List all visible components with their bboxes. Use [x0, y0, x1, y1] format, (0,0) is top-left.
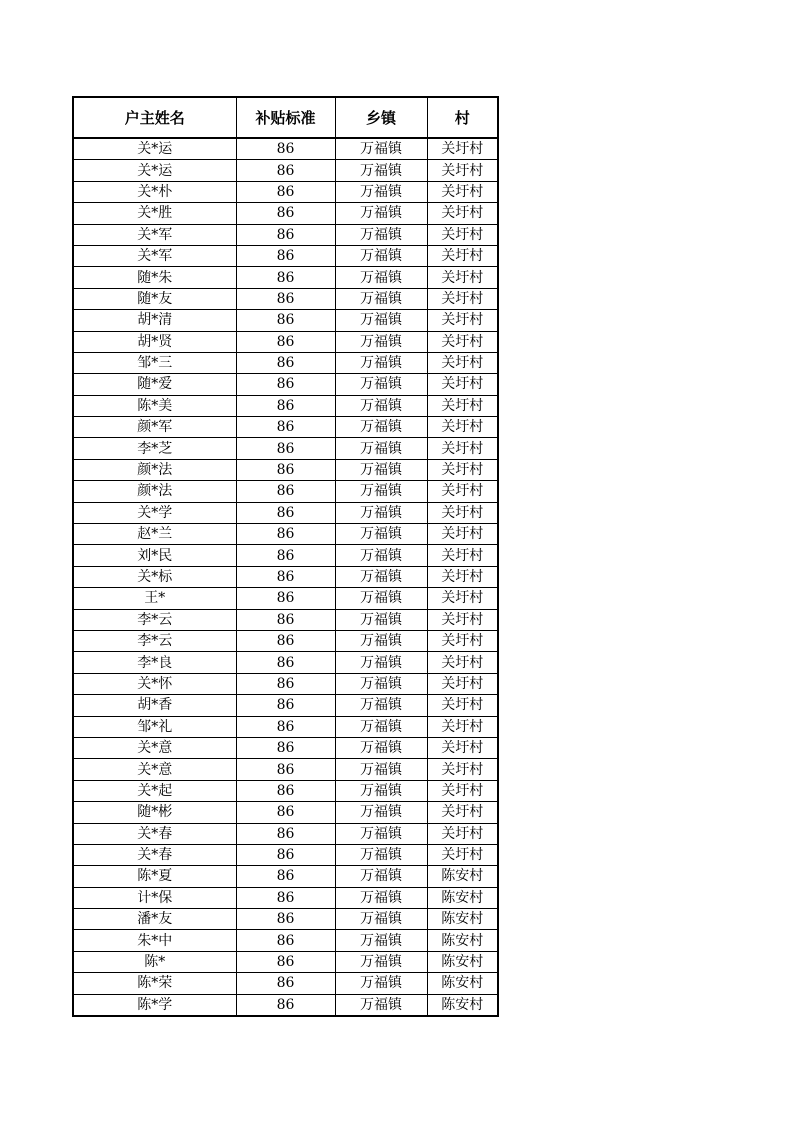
cell-village: 关圩村 — [427, 224, 498, 245]
table-row — [73, 930, 498, 951]
cell-household-name: 关*意 — [73, 737, 236, 758]
table-row — [73, 737, 498, 758]
table-row — [73, 245, 498, 266]
cell-household-name: 关*运 — [73, 160, 236, 181]
table-row — [73, 481, 498, 502]
cell-town: 万福镇 — [335, 395, 427, 416]
table-row — [73, 951, 498, 972]
table-row — [73, 630, 498, 651]
cell-subsidy-standard: 86 — [236, 930, 335, 951]
cell-town: 万福镇 — [335, 267, 427, 288]
cell-village: 关圩村 — [427, 310, 498, 331]
cell-household-name: 随*朱 — [73, 267, 236, 288]
cell-village: 关圩村 — [427, 138, 498, 160]
table-row — [73, 887, 498, 908]
cell-subsidy-standard: 86 — [236, 866, 335, 887]
cell-town: 万福镇 — [335, 545, 427, 566]
table-row — [73, 138, 498, 160]
cell-household-name: 邹*三 — [73, 352, 236, 373]
cell-subsidy-standard: 86 — [236, 417, 335, 438]
cell-village: 关圩村 — [427, 417, 498, 438]
cell-subsidy-standard: 86 — [236, 224, 335, 245]
table-row — [73, 759, 498, 780]
table-row — [73, 866, 498, 887]
cell-town: 万福镇 — [335, 844, 427, 865]
cell-household-name: 随*爱 — [73, 374, 236, 395]
cell-subsidy-standard: 86 — [236, 331, 335, 352]
cell-town: 万福镇 — [335, 224, 427, 245]
cell-household-name: 关*胜 — [73, 203, 236, 224]
cell-subsidy-standard: 86 — [236, 459, 335, 480]
cell-subsidy-standard: 86 — [236, 267, 335, 288]
cell-subsidy-standard: 86 — [236, 802, 335, 823]
table-row — [73, 438, 498, 459]
cell-town: 万福镇 — [335, 866, 427, 887]
header-subsidy-standard: 补贴标准 — [236, 97, 335, 138]
cell-subsidy-standard: 86 — [236, 695, 335, 716]
cell-subsidy-standard: 86 — [236, 566, 335, 587]
cell-household-name: 关*朴 — [73, 181, 236, 202]
cell-subsidy-standard: 86 — [236, 673, 335, 694]
cell-village: 关圩村 — [427, 267, 498, 288]
cell-household-name: 陈*荣 — [73, 973, 236, 994]
cell-household-name: 关*起 — [73, 780, 236, 801]
cell-household-name: 李*良 — [73, 652, 236, 673]
cell-subsidy-standard: 86 — [236, 310, 335, 331]
table-row — [73, 545, 498, 566]
cell-town: 万福镇 — [335, 951, 427, 972]
cell-town: 万福镇 — [335, 652, 427, 673]
cell-subsidy-standard: 86 — [236, 630, 335, 651]
cell-village: 关圩村 — [427, 695, 498, 716]
table-row — [73, 288, 498, 309]
cell-household-name: 陈* — [73, 951, 236, 972]
cell-household-name: 陈*学 — [73, 994, 236, 1016]
cell-household-name: 陈*美 — [73, 395, 236, 416]
cell-town: 万福镇 — [335, 887, 427, 908]
cell-village: 关圩村 — [427, 288, 498, 309]
cell-town: 万福镇 — [335, 695, 427, 716]
cell-town: 万福镇 — [335, 802, 427, 823]
cell-village: 关圩村 — [427, 395, 498, 416]
cell-household-name: 关*春 — [73, 844, 236, 865]
cell-town: 万福镇 — [335, 630, 427, 651]
cell-subsidy-standard: 86 — [236, 138, 335, 160]
cell-subsidy-standard: 86 — [236, 245, 335, 266]
cell-household-name: 李*芝 — [73, 438, 236, 459]
cell-subsidy-standard: 86 — [236, 737, 335, 758]
cell-town: 万福镇 — [335, 566, 427, 587]
table-row — [73, 673, 498, 694]
cell-subsidy-standard: 86 — [236, 181, 335, 202]
cell-subsidy-standard: 86 — [236, 502, 335, 523]
cell-town: 万福镇 — [335, 160, 427, 181]
cell-village: 关圩村 — [427, 352, 498, 373]
cell-town: 万福镇 — [335, 759, 427, 780]
cell-village: 关圩村 — [427, 802, 498, 823]
cell-village: 关圩村 — [427, 759, 498, 780]
table-row — [73, 502, 498, 523]
cell-village: 陈安村 — [427, 887, 498, 908]
cell-subsidy-standard: 86 — [236, 780, 335, 801]
cell-subsidy-standard: 86 — [236, 352, 335, 373]
cell-subsidy-standard: 86 — [236, 438, 335, 459]
cell-subsidy-standard: 86 — [236, 652, 335, 673]
cell-household-name: 关*怀 — [73, 673, 236, 694]
cell-household-name: 计*保 — [73, 887, 236, 908]
cell-household-name: 胡*贤 — [73, 331, 236, 352]
cell-household-name: 关*学 — [73, 502, 236, 523]
cell-village: 关圩村 — [427, 652, 498, 673]
cell-town: 万福镇 — [335, 245, 427, 266]
table-row — [73, 609, 498, 630]
cell-household-name: 颜*法 — [73, 459, 236, 480]
cell-household-name: 随*友 — [73, 288, 236, 309]
cell-village: 关圩村 — [427, 331, 498, 352]
cell-household-name: 王* — [73, 588, 236, 609]
table-row — [73, 459, 498, 480]
cell-town: 万福镇 — [335, 417, 427, 438]
cell-village: 关圩村 — [427, 716, 498, 737]
cell-household-name: 关*军 — [73, 245, 236, 266]
cell-household-name: 胡*香 — [73, 695, 236, 716]
cell-village: 关圩村 — [427, 459, 498, 480]
cell-town: 万福镇 — [335, 909, 427, 930]
cell-subsidy-standard: 86 — [236, 844, 335, 865]
cell-town: 万福镇 — [335, 481, 427, 502]
cell-village: 关圩村 — [427, 737, 498, 758]
cell-village: 关圩村 — [427, 502, 498, 523]
cell-town: 万福镇 — [335, 352, 427, 373]
cell-subsidy-standard: 86 — [236, 160, 335, 181]
table-row — [73, 823, 498, 844]
cell-subsidy-standard: 86 — [236, 973, 335, 994]
cell-household-name: 关*意 — [73, 759, 236, 780]
cell-village: 关圩村 — [427, 630, 498, 651]
table-row — [73, 909, 498, 930]
cell-village: 关圩村 — [427, 780, 498, 801]
cell-village: 关圩村 — [427, 609, 498, 630]
cell-village: 关圩村 — [427, 566, 498, 587]
cell-village: 关圩村 — [427, 823, 498, 844]
cell-village: 关圩村 — [427, 181, 498, 202]
cell-subsidy-standard: 86 — [236, 203, 335, 224]
cell-household-name: 颜*法 — [73, 481, 236, 502]
cell-town: 万福镇 — [335, 994, 427, 1016]
table-row — [73, 331, 498, 352]
cell-household-name: 赵*兰 — [73, 524, 236, 545]
cell-household-name: 朱*中 — [73, 930, 236, 951]
table-row — [73, 352, 498, 373]
cell-household-name: 随*彬 — [73, 802, 236, 823]
cell-village: 关圩村 — [427, 588, 498, 609]
table-row — [73, 395, 498, 416]
cell-household-name: 陈*夏 — [73, 866, 236, 887]
cell-village: 陈安村 — [427, 866, 498, 887]
cell-household-name: 颜*军 — [73, 417, 236, 438]
table-row — [73, 524, 498, 545]
cell-household-name: 胡*清 — [73, 310, 236, 331]
cell-subsidy-standard: 86 — [236, 524, 335, 545]
cell-town: 万福镇 — [335, 138, 427, 160]
table-header-row — [73, 97, 498, 138]
cell-town: 万福镇 — [335, 524, 427, 545]
cell-village: 陈安村 — [427, 930, 498, 951]
cell-subsidy-standard: 86 — [236, 909, 335, 930]
cell-household-name: 李*云 — [73, 630, 236, 651]
cell-subsidy-standard: 86 — [236, 395, 335, 416]
cell-town: 万福镇 — [335, 288, 427, 309]
cell-village: 陈安村 — [427, 951, 498, 972]
cell-subsidy-standard: 86 — [236, 481, 335, 502]
table-row — [73, 780, 498, 801]
cell-household-name: 关*军 — [73, 224, 236, 245]
cell-town: 万福镇 — [335, 780, 427, 801]
cell-village: 关圩村 — [427, 245, 498, 266]
table-row — [73, 652, 498, 673]
table-row — [73, 267, 498, 288]
table-body — [73, 138, 498, 1016]
table-row — [73, 310, 498, 331]
cell-subsidy-standard: 86 — [236, 994, 335, 1016]
cell-household-name: 关*运 — [73, 138, 236, 160]
cell-household-name: 潘*友 — [73, 909, 236, 930]
cell-village: 关圩村 — [427, 844, 498, 865]
cell-town: 万福镇 — [335, 310, 427, 331]
cell-village: 关圩村 — [427, 438, 498, 459]
header-town: 乡镇 — [335, 97, 427, 138]
cell-town: 万福镇 — [335, 459, 427, 480]
cell-village: 关圩村 — [427, 673, 498, 694]
cell-village: 关圩村 — [427, 545, 498, 566]
table-row — [73, 160, 498, 181]
cell-village: 关圩村 — [427, 481, 498, 502]
table-row — [73, 844, 498, 865]
cell-town: 万福镇 — [335, 502, 427, 523]
cell-subsidy-standard: 86 — [236, 823, 335, 844]
cell-town: 万福镇 — [335, 973, 427, 994]
cell-town: 万福镇 — [335, 203, 427, 224]
cell-town: 万福镇 — [335, 181, 427, 202]
cell-town: 万福镇 — [335, 737, 427, 758]
cell-household-name: 关*春 — [73, 823, 236, 844]
cell-village: 关圩村 — [427, 203, 498, 224]
cell-subsidy-standard: 86 — [236, 759, 335, 780]
cell-town: 万福镇 — [335, 331, 427, 352]
cell-town: 万福镇 — [335, 673, 427, 694]
cell-town: 万福镇 — [335, 716, 427, 737]
cell-subsidy-standard: 86 — [236, 609, 335, 630]
header-village: 村 — [427, 97, 498, 138]
cell-village: 陈安村 — [427, 973, 498, 994]
cell-subsidy-standard: 86 — [236, 951, 335, 972]
cell-town: 万福镇 — [335, 823, 427, 844]
cell-household-name: 邹*礼 — [73, 716, 236, 737]
table-row — [73, 181, 498, 202]
table-row — [73, 695, 498, 716]
cell-household-name: 刘*民 — [73, 545, 236, 566]
subsidy-table — [72, 96, 499, 1017]
table-row — [73, 973, 498, 994]
cell-town: 万福镇 — [335, 930, 427, 951]
cell-village: 关圩村 — [427, 374, 498, 395]
table-row — [73, 588, 498, 609]
cell-subsidy-standard: 86 — [236, 588, 335, 609]
header-household-name: 户主姓名 — [73, 97, 236, 138]
cell-town: 万福镇 — [335, 588, 427, 609]
table-row — [73, 224, 498, 245]
cell-town: 万福镇 — [335, 438, 427, 459]
table-row — [73, 417, 498, 438]
cell-household-name: 李*云 — [73, 609, 236, 630]
cell-village: 关圩村 — [427, 524, 498, 545]
cell-village: 陈安村 — [427, 909, 498, 930]
table-row — [73, 203, 498, 224]
cell-subsidy-standard: 86 — [236, 288, 335, 309]
table-row — [73, 716, 498, 737]
cell-subsidy-standard: 86 — [236, 545, 335, 566]
cell-village: 陈安村 — [427, 994, 498, 1016]
cell-subsidy-standard: 86 — [236, 716, 335, 737]
cell-town: 万福镇 — [335, 609, 427, 630]
table-row — [73, 374, 498, 395]
cell-subsidy-standard: 86 — [236, 887, 335, 908]
cell-town: 万福镇 — [335, 374, 427, 395]
table-row — [73, 566, 498, 587]
cell-household-name: 关*标 — [73, 566, 236, 587]
cell-subsidy-standard: 86 — [236, 374, 335, 395]
table-row — [73, 994, 498, 1016]
cell-village: 关圩村 — [427, 160, 498, 181]
table-row — [73, 802, 498, 823]
